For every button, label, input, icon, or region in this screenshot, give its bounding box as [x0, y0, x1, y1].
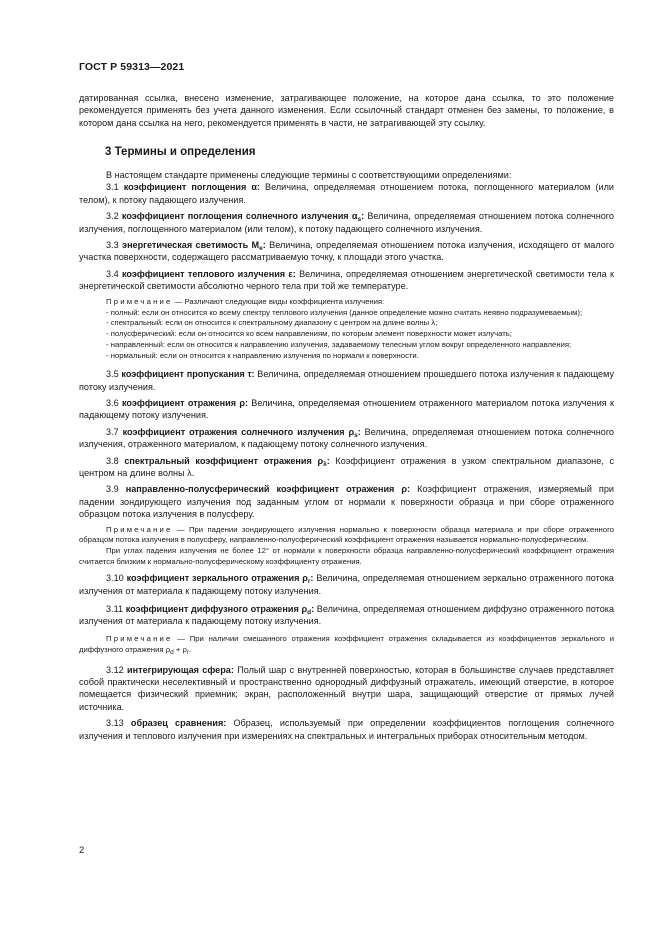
term-3-2: 3.2 коэффициент поглощения солнечного излучения $\alpha_s$: Величина, определяемая отношением потока солнечного излучения, поглощенного материалом (или телом), к потоку падающего солнечного излучения.	[79, 211, 614, 234]
document-id-header: ГОСТ Р 59313—2021	[79, 61, 185, 73]
term-3-5: 3.5 коэффициент пропускания τ: Величина, определяемая отношением прошедшего потока излучения к падающему потоку излучения.	[79, 369, 614, 392]
term-3-4: 3.4 коэффициент теплового излучения ε: Величина, определяемая отношением энергетической светимости тела к энергетической светимости абсолютно черного тела при той же температуре.	[79, 268, 615, 292]
term-name: коэффициент отражения солнечного излучения $\rho_s$:	[122, 426, 361, 439]
term-3-8: 3.8 спектральный коэффициент отражения $\rho_\lambda$: Коэффициент отражения в узком спектральном диапазоне, с центром на длине волны λ.	[79, 455, 614, 478]
note-extra: При углах падения излучения не более 12° от нормали к поверхности образца направленно-полусферический коэффициент отражения считается близким к нормально-полусферическому коэффициенту отражения.	[79, 546, 614, 567]
terms-block	[79, 169, 614, 746]
term-name: коэффициент отражения ρ:	[121, 397, 248, 408]
term-name: коэффициент зеркального отражения $\rho_r$:	[126, 573, 314, 586]
term-3-9: 3.9 направленно-полусферический коэффициент отражения ρ: Коэффициент отражения, измеряемый при падении зондирующего излучения под заданным углом от нормали к поверхности образца и при сборе отраженного образцом потока излучения в полусферу.	[79, 484, 614, 520]
term-definition: Величина, определяемая отношением потока излучения, исходящего от малого участка поверхности, содержащего рассматриваемую точку, к площади этого участка.	[79, 240, 615, 263]
term-name: направленно-полусферический коэффициент отражения ρ:	[125, 484, 411, 495]
term-name: коэффициент теплового излучения ε:	[121, 268, 296, 279]
term-definition: Полый шар с внутренней поверхностью, которая в большинстве случаев представляет собой практически неселективный и пространственно однородный диффузный отражатель, имеющий отверстие, в которое помещается физический приемник; экран, расположенный внутри шара, защищающий отверстие от прямых лучей источника.	[79, 664, 614, 712]
note-item: - спектральный: если он относится к спектральному диапазону с центром на длине волны λ;	[106, 318, 438, 328]
note-item: - полный: если он относится ко всему спектру теплового излучения (данное определение можно считать неявно подразумеваемым);	[106, 307, 583, 317]
term-3-12: 3.12 интегрирующая сфера: Полый шар с внутренней поверхностью, которая в большинстве случаев представляет собой практически неселективный и пространственно однородный диффузный отражатель, имеющий отверстие, в которое помещается физический приемник; экран, расположенный внутри шара, защищающий отверстие от прямых лучей источника.	[79, 664, 614, 712]
term-definition: Величина, определяемая отношением потока солнечного излучения, отраженного материалом, к падающему потоку солнечного излучения.	[79, 426, 614, 450]
term-definition: Образец, используемый при определении коэффициентов поглощения солнечного излучения и теплового излучения при измерениях на спектральных и интегральных приборах относительным методом.	[79, 718, 615, 741]
page-number: 2	[79, 845, 85, 856]
term-definition: Коэффициент отражения в узком спектральном диапазоне, с центром на длине волны λ.	[79, 455, 614, 478]
term-name: коэффициент поглощения солнечного излучения $\alpha_s$:	[121, 211, 365, 224]
term-name: коэффициент поглощения α:	[123, 182, 260, 193]
term-name: коэффициент диффузного отражения $\rho_d$:	[125, 604, 315, 616]
term-definition: Величина, определяемая отношением потока солнечного излучения, поглощенного материалом (или телом), к потоку падающего солнечного излучения.	[79, 211, 614, 234]
term-definition: Величина, определяемая отношением энергетической светимости тела к энергетической светимости абсолютно черного тела при той же температуре.	[79, 268, 615, 292]
note-emissivity: Примечание — Различают следующие виды коэффициента излучения: - полный: если он относится ко всему спектру теплового излучения (данное определение можно считать неявно подразумеваемым); - спектральный: если он относится к спектральному диапазону с центром на длине волны λ; - полусферический: если он относится ко всем направлениям, по которым элемент поверхности может излучать; - направленный: если он относится к направлению излучения, задаваемому телесным углом вокруг определенного направления; - нормальный: если он относится к направлению излучения по нормали к поверхности.	[79, 297, 614, 362]
term-name: коэффициент пропускания τ:	[121, 369, 255, 380]
note-reflectance: Примечание — При падении зондирующего излучения нормально к поверхности образца материала и при сборе отраженного образцом потока излучения в полусферу, направленно-полусферический коэффициент отражения называется нормально-полусферическим. При углах падения излучения не более 12° от нормали к поверхности образца направленно-полусферический коэффициент отражения считается близким к нормально-полусферическому коэффициенту отражения.	[79, 524, 614, 567]
term-definition: Коэффициент отражения, измеряемый при падении зондирующего излучения под заданным углом от нормали к поверхности образца и при сборе отраженного образцом потока излучения в полусферу.	[79, 484, 614, 520]
intro-paragraph: датированная ссылка, внесено изменение, затрагивающее положение, на которое дана ссылка, то это положение рекомендуется применять без учета данного изменения. Если ссылочный стандарт отменен без замены, то положение, в котором дана ссылка на него, рекомендуется применять в части, не затрагивающей эту ссылку.	[79, 93, 614, 128]
term-definition: Величина, определяемая отношением зеркально отраженного потока излучения от материала к падающему потоку излучения.	[79, 573, 614, 596]
note-mixed-reflection: Примечание — При наличии смешанного отражения коэффициент отражения складывается из коэффициентов зеркального и диффузного отражения $\rho_d + \rho_r$.	[79, 633, 614, 656]
term-definition: Величина, определяемая отношением диффузно отраженного потока излучения от материала к падающему потоку излучения.	[79, 604, 615, 627]
note-item: - полусферический: если он относится ко всем направлениям, по которым элемент поверхности может излучать;	[106, 329, 512, 339]
term-3-13: 3.13 образец сравнения: Образец, используемый при определении коэффициентов поглощения солнечного излучения и теплового излучения при измерениях на спектральных и интегральных приборах относительным методом.	[79, 718, 615, 741]
term-3-1: 3.1 коэффициент поглощения α: Величина, определяемая отношением потока, поглощенного материалом (или телом), к потоку падающего излучения.	[79, 182, 614, 205]
term-3-11: 3.11 коэффициент диффузного отражения $\rho_d$: Величина, определяемая отношением диффузно отраженного потока излучения от материала к падающему потоку излучения.	[79, 604, 615, 627]
intro-block	[79, 92, 614, 133]
term-name: образец сравнения:	[130, 718, 227, 729]
term-definition: Величина, определяемая отношением отраженного материалом потока излучения к падающему потоку излучения.	[79, 397, 615, 421]
term-name: энергетическая светимость $M_e$:	[122, 240, 266, 253]
term-3-7: 3.7 коэффициент отражения солнечного излучения $\rho_s$: Величина, определяемая отношением потока солнечного излучения, отраженного материалом, к падающему потоку солнечного излучения.	[79, 426, 614, 450]
term-definition: Величина, определяемая отношением прошедшего потока излучения к падающему потоку излучения.	[79, 369, 614, 392]
term-3-10: 3.10 коэффициент зеркального отражения $\rho_r$: Величина, определяемая отношением зеркально отраженного потока излучения от материала к падающему потоку излучения.	[79, 573, 614, 596]
term-definition: Величина, определяемая отношением потока, поглощенного материалом (или телом), к потоку падающего излучения.	[79, 182, 614, 205]
term-3-3: 3.3 энергетическая светимость $M_e$: Величина, определяемая отношением потока излучения, исходящего от малого участка поверхности, содержащего рассматриваемую точку, к площади этого участка.	[79, 240, 615, 263]
note-item: - направленный: если он относится к направлению излучения, задаваемому телесным углом вокруг определенного направления;	[106, 340, 572, 350]
section-title: 3 Термины и определения	[105, 146, 256, 158]
term-name: интегрирующая сфера:	[127, 664, 234, 675]
note-label: Примечание	[106, 524, 173, 534]
section-lead: В настоящем стандарте применены следующие термины с соответствующими определениями:	[106, 170, 512, 180]
term-3-6: 3.6 коэффициент отражения ρ: Величина, определяемая отношением отраженного материалом потока излучения к падающему потоку излучения.	[79, 397, 615, 421]
note-item: - нормальный: если он относится к направлению излучения по нормали к поверхности.	[106, 351, 419, 361]
note-label: Примечание	[106, 633, 173, 643]
note-label: Примечание	[106, 296, 173, 306]
term-name: спектральный коэффициент отражения $\rho_\lambda$:	[124, 455, 330, 468]
